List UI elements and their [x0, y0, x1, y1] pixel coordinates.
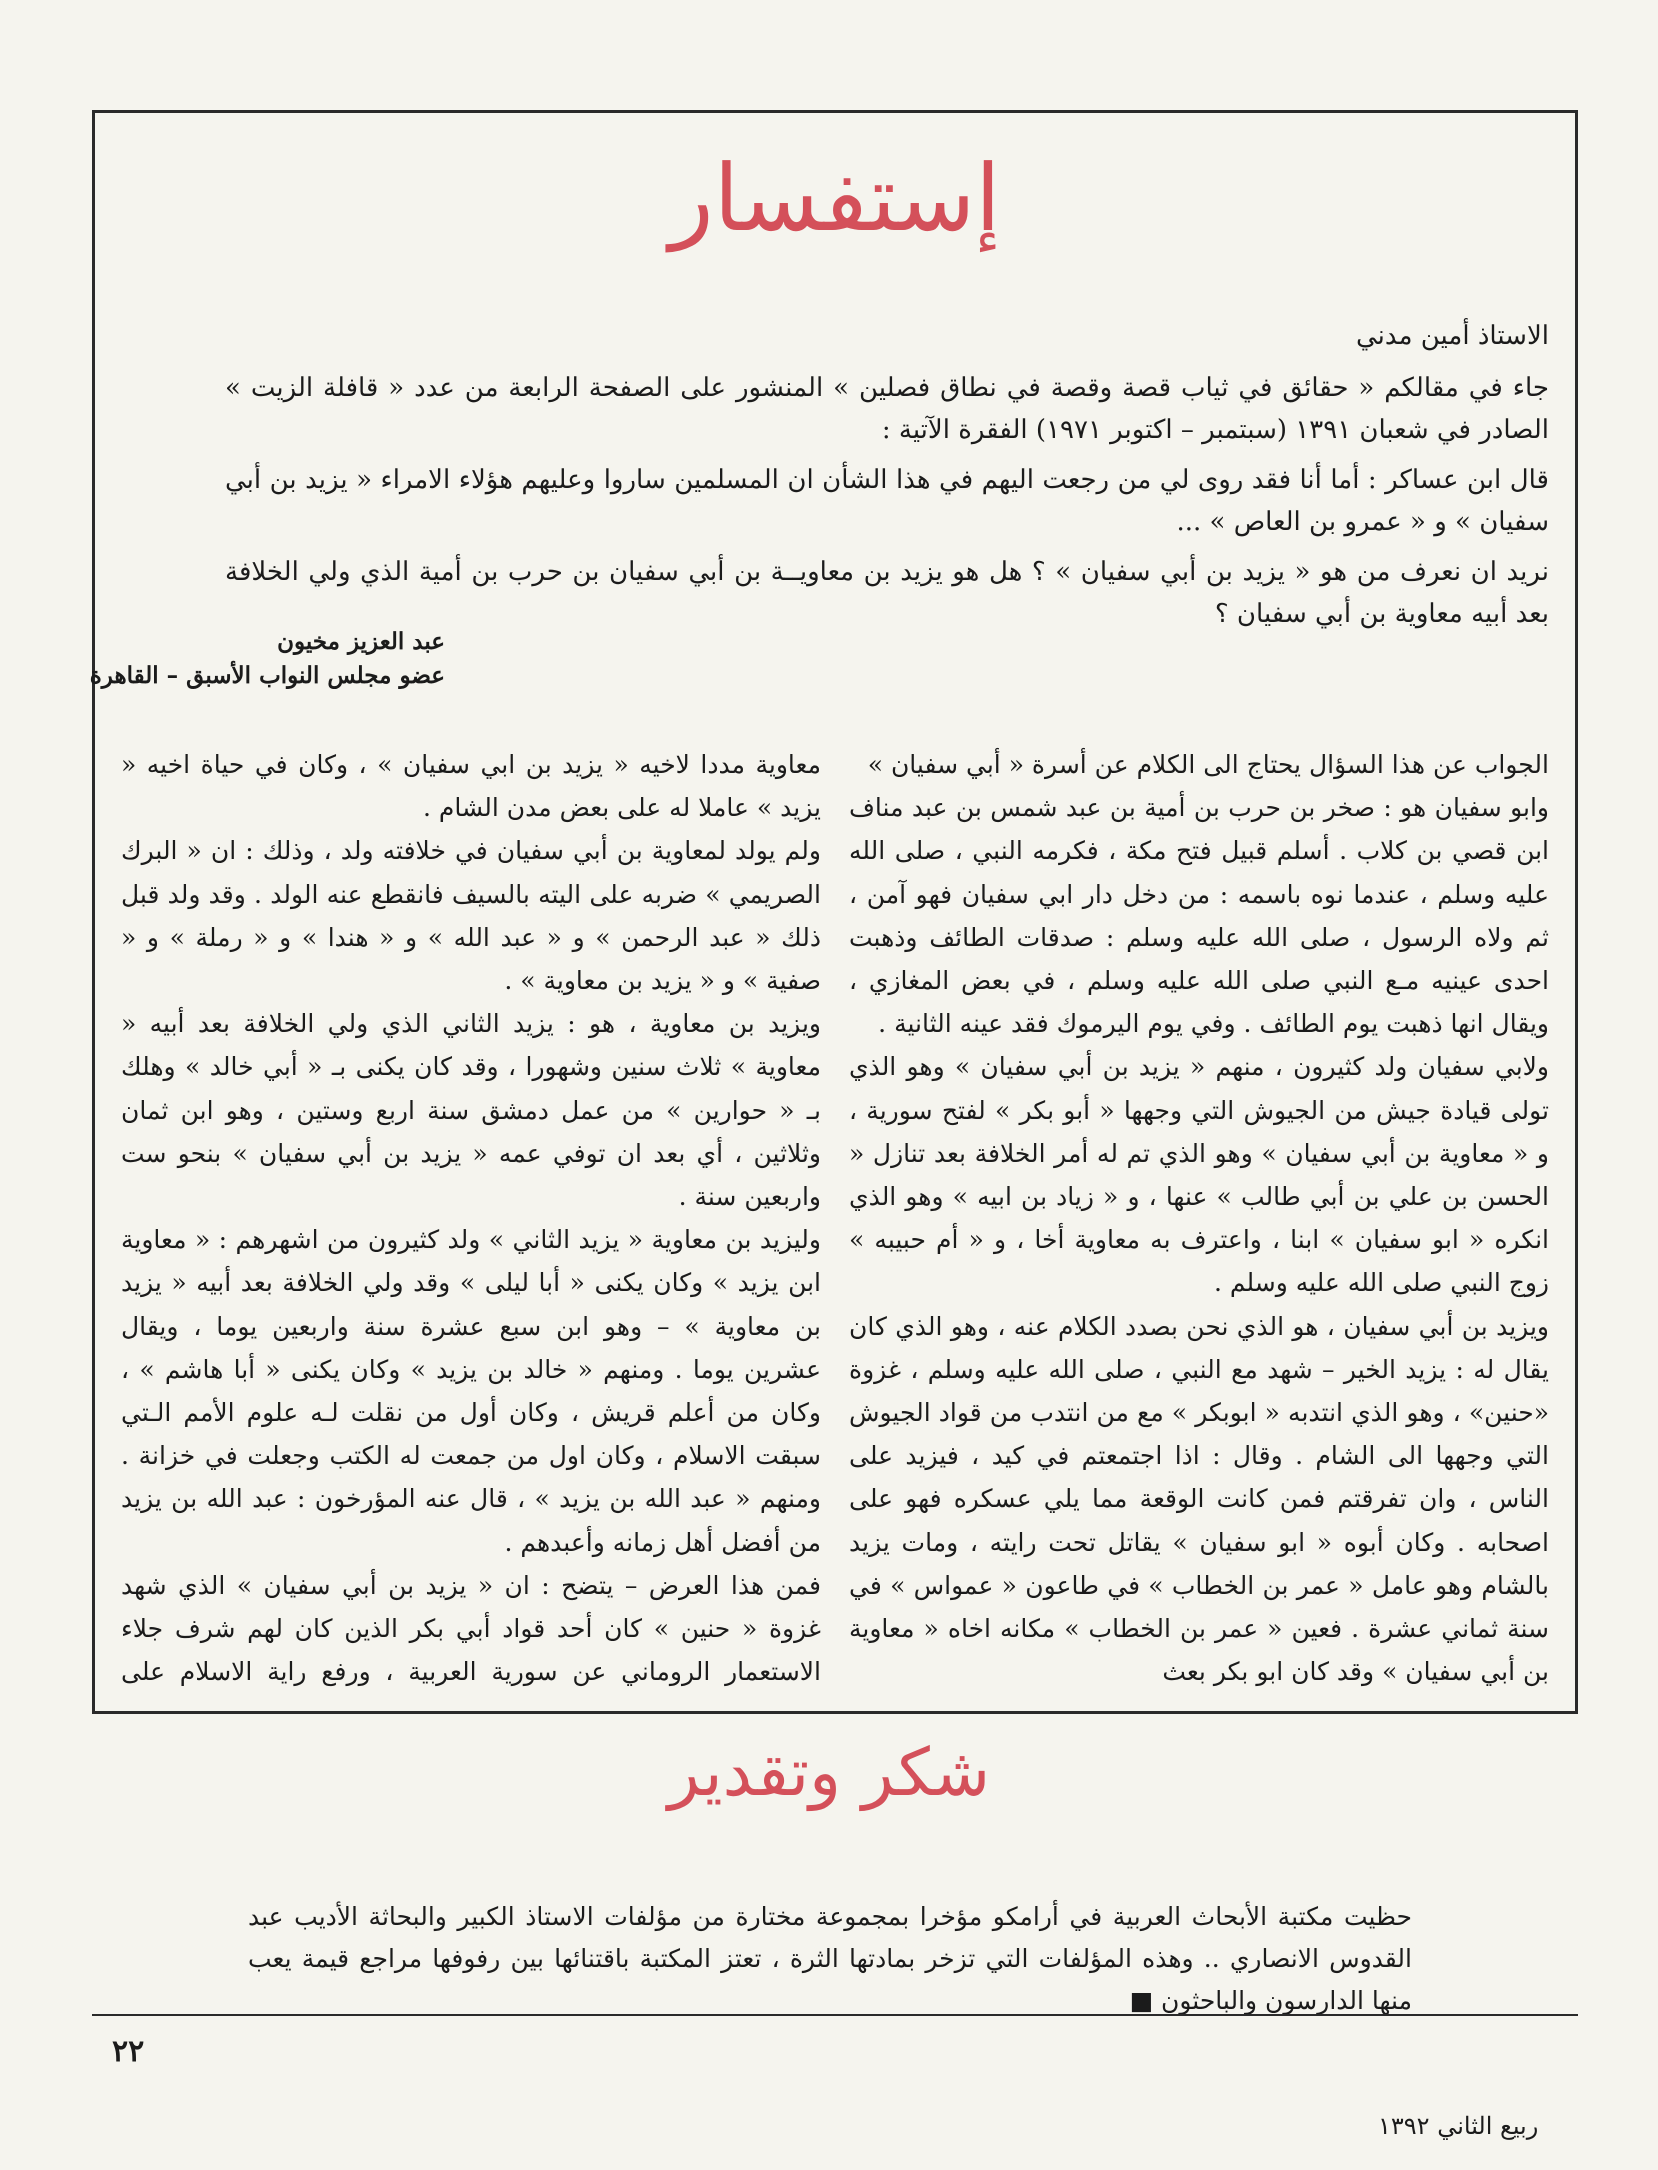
answer-paragraph: ولابي سفيان ولد كثيرون ، منهم « يزيد بن أبي سفيان » وهو الذي تولى قيادة جيش من الجيوش التي وجهها « أبو بكر » لفتح سورية ، و « معاوية بن أبي سفيان » وهو الذي تم له أمر الخلافة بعد تنازل « الحسن بن علي بن أبي طالب » عنها ، و « زياد بن ابيه » وهو الذي انكره « ابو سفيان » ابنا ، واعترف به معاوية أخا ، و « أم حبيبه » زوج النبي صلى الله عليه وسلم .: [849, 1052, 1549, 1298]
answer-paragraph: معاوية مددا لاخيه « يزيد بن ابي سفيان » ، وكان في حياة اخيه « يزيد » عاملا له على بعض مدن الشام .: [121, 750, 821, 823]
signature-name: عبد العزيز مخيون: [277, 628, 445, 655]
letter-signature: [25, 625, 445, 693]
answer-paragraph: الجواب عن هذا السؤال يحتاج الى الكلام عن أسرة « أبي سفيان »: [867, 750, 1549, 779]
footer-divider: [92, 2014, 1578, 2016]
answer-paragraph: ولم يولد لمعاوية بن أبي سفيان في خلافته ولد ، وذلك : ان « البرك الصريمي » ضربه على اليته بالسيف فانقطع عنه الولد . وقد ولد قبل ذلك « عبد الرحمن » و « عبد الله » و « هندا » و « رملة » و « صفية » و « يزيد بن معاوية » .: [121, 836, 821, 996]
answer-paragraph: فمن هذا العرض – يتضح : ان « يزيد بن أبي سفيان » الذي شهد غزوة « حنين » كان أحد قواد أبي بكر الذين كان لهم شرف جلاء الاستعمار الروماني عن سورية العربية ، ورفع راية الاسلام على: [121, 1570, 821, 1687]
answer-right-column: [849, 743, 1549, 1695]
letter-paragraph: قال ابن عساكر : أما أنا فقد روى لي من رجعت اليهم في هذا الشأن ان المسلمين ساروا وعليهم هؤلاء الامراء « يزيد بن أبي سفيان » و « عمرو بن العاص » ...: [225, 465, 1549, 537]
inquiry-letter: [225, 315, 1549, 643]
letter-addressee: الاستاذ أمين مدني: [1356, 321, 1549, 351]
inquiry-frame: [89, 110, 1578, 1714]
answer-paragraph: ويزيد بن معاوية ، هو : يزيد الثاني الذي ولي الخلافة بعد أبيه « معاوية » ثلاث سنين وشهورا ، وقد كان يكنى بـ « أبي خالد » وهلك بـ « حوارين » من عمل دمشق سنة اربع وستين ، وهو ابن ثمان وثلاثين ، أي بعد ان توفي عمه « يزيد بن أبي سفيان » بنحو ست واربعين سنة .: [121, 1009, 821, 1212]
letter-paragraph: نريد ان نعرف من هو « يزيد بن أبي سفيان » ؟ هل هو يزيد بن معاويــة بن أبي سفيان بن حرب بن أمية الذي ولي الخلافة بعد أبيه معاوية بن أبي سفيان ؟: [225, 557, 1549, 629]
inquiry-heading: إستفسار: [669, 145, 1001, 252]
issue-date: ربيع الثاني ١٣٩٢: [1378, 2112, 1539, 2140]
answer-paragraph: ويزيد بن أبي سفيان ، هو الذي نحن بصدد الكلام عنه ، وهو الذي كان يقال له : يزيد الخير – شهد مع النبي ، صلى الله عليه وسلم ، غزوة «حنين» ، وهو الذي انتدبه « ابوبكر » مع من انتدب من قواد الجيوش التي وجهها الى الشام . وقال : اذا اجتمعتم في كيد ، فيزيد على الناس ، وان تفرقتم فمن كانت الوقعة مما يلي عسكره فهو على اصحابه . وكان أبوه « ابو سفيان » يقاتل تحت رايته ، ومات يزيد بالشام وهو عامل « عمر بن الخطاب » في طاعون « عمواس » في سنة ثماني عشرة . فعين « عمر بن الخطاب » مكانه اخاه « معاوية بن أبي سفيان » وقد كان ابو بكر بعث: [849, 1311, 1549, 1687]
thanks-heading: شكر وتقدير: [667, 1734, 991, 1811]
answer-columns: [121, 743, 1549, 1695]
answer-left-column: [121, 743, 821, 1695]
thanks-text: حظيت مكتبة الأبحاث العربية في أرامكو مؤخرا بمجموعة مختارة من مؤلفات الاستاذ الكبير والبحاثة الأديب عبد القدوس الانصاري .. وهذه المؤلفات التي تزخر بمادتها الثرة ، تعتز المكتبة باقتنائها بين رفوفها مراجع قيمة يعب منها الدارسون والباحثون ■: [248, 1902, 1412, 2015]
answer-paragraph: وليزيد بن معاوية « يزيد الثاني » ولد كثيرون من اشهرهم : « معاوية ابن يزيد » وكان يكنى « أبا ليلى » وقد ولي الخلافة بعد أبيه « يزيد بن معاوية » – وهو ابن سبع عشرة سنة واربعين يوما ، ويقال عشرين يوما . ومنهم « خالد بن يزيد » وكان يكنى « أبا هاشم » ، وكان من أعلم قريش ، وكان أول من نقلت لـه علوم الأمم الـتي سبقت الاسلام ، وكان اول من جمعت له الكتب وجعلت في خزانة . ومنهم « عبد الله بن يزيد » ، قال عنه المؤرخون : عبد الله بن يزيد من أفضل أهل زمانه وأعبدهم .: [121, 1225, 821, 1557]
answer-paragraph: وابو سفيان هو : صخر بن حرب بن أمية بن عبد شمس بن عبد مناف ابن قصي بن كلاب . أسلم قبيل فتح مكة ، فكرمه النبي ، صلى الله عليه وسلم ، عندما نوه باسمه : من دخل دار ابي سفيان فهو آمن ، ثم ولاه الرسول ، صلى الله عليه وسلم : صدقات الطائف وذهبت احدى عينيه مـع النبي صلى الله عليه وسلم ، في بعض المغازي ، ويقال انها ذهبت يوم الطائف . وفي يوم اليرموك فقد عينه الثانية .: [849, 793, 1549, 1039]
signature-title: عضو مجلس النواب الأسبق – القاهرة: [89, 662, 445, 689]
page-number: ٢٢: [112, 2034, 145, 2069]
letter-paragraph: جاء في مقالكم « حقائق في ثياب قصة وقصة في نطاق فصلين » المنشور على الصفحة الرابعة من عدد « قافلة الزيت » الصادر في شعبان ١٣٩١ (سبتمبر – اكتوبر ١٩٧١) الفقرة الآتية :: [225, 373, 1549, 445]
